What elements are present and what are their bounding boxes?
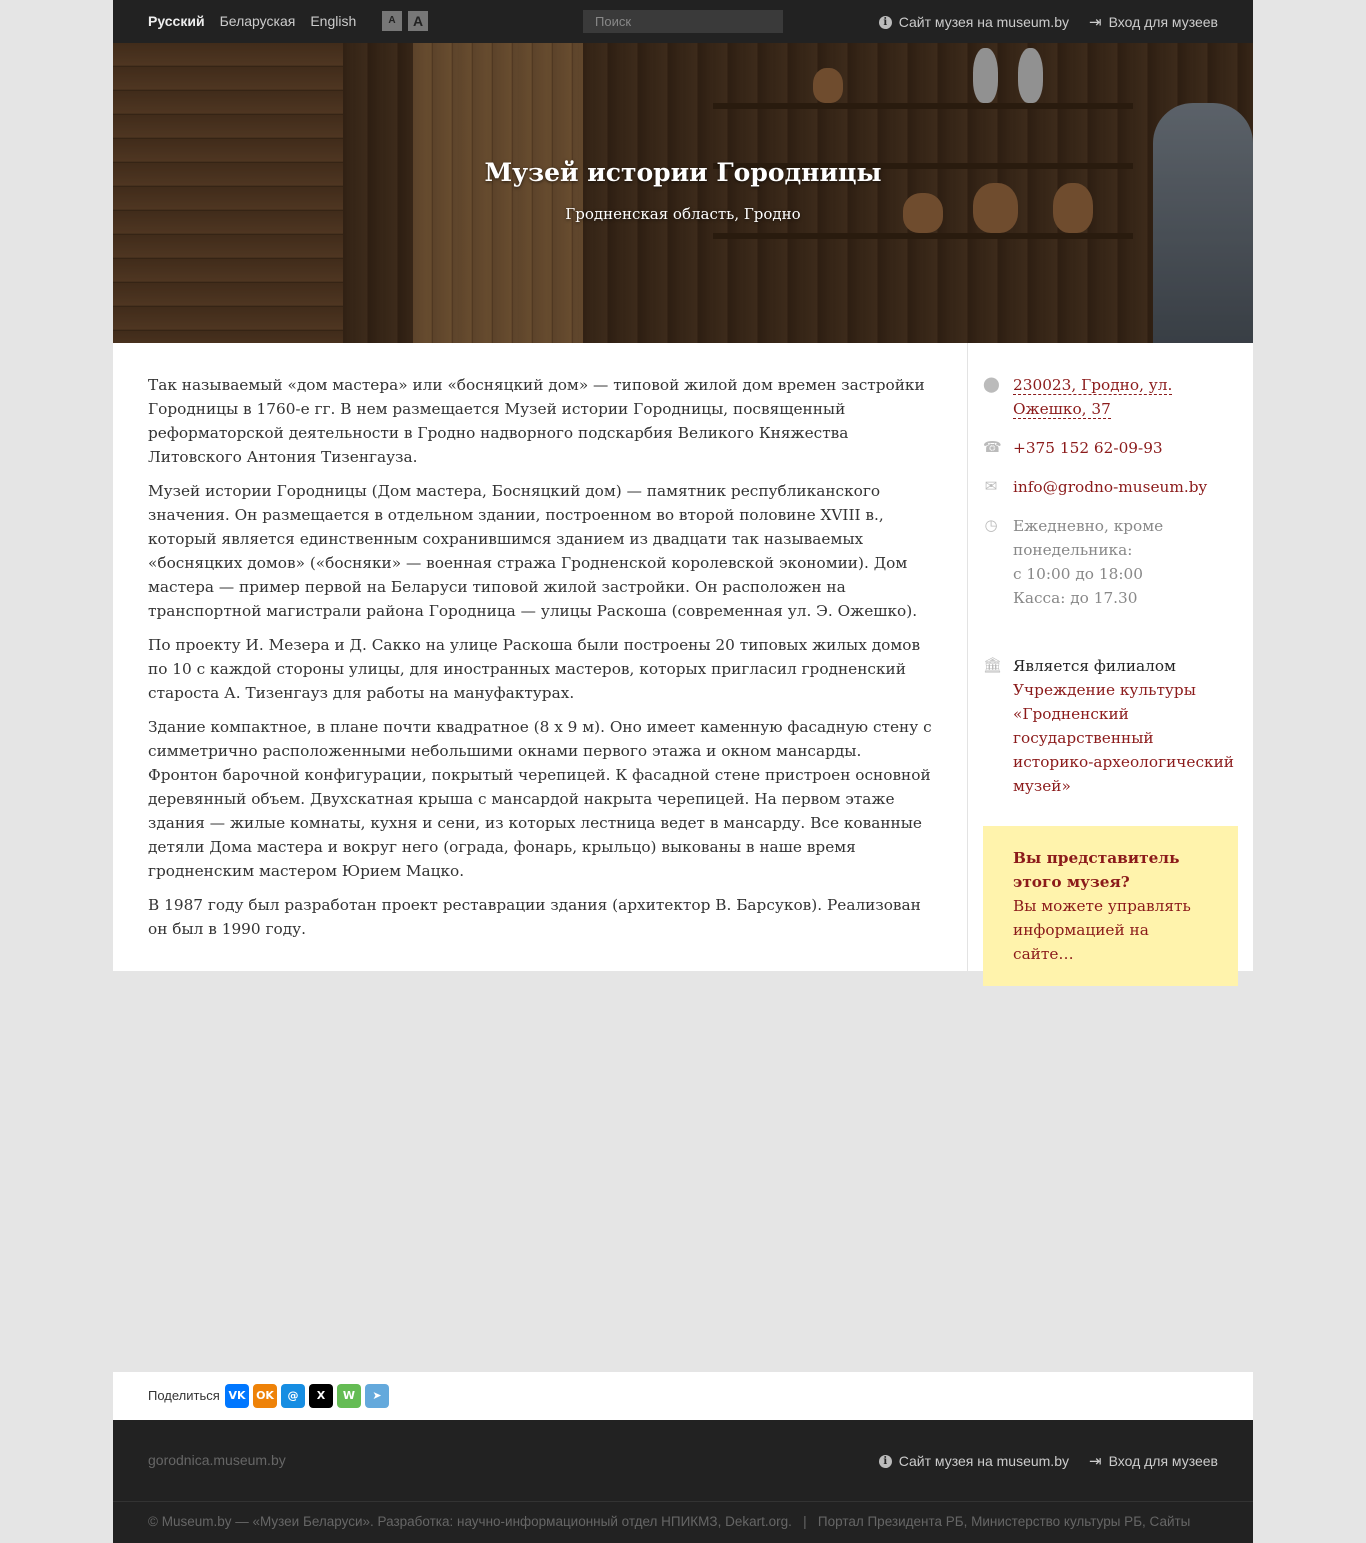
top-bar [113, 0, 1253, 43]
representative-callout[interactable] [983, 826, 1238, 986]
hours-time: с 10:00 до 18:00 [1013, 565, 1143, 583]
description-paragraph: Здание компактное, в плане почти квадратное (8 х 9 м). Оно имеет каменную фасадную стену с симметрично расположенными небольшими окнами первого этажа и окном мансарды. Фронтон барочной конфигурации, покрытый черепицей. К фасадной стене пристроен основной деревянный объем. Двухскатная крыша с мансардой накрыта черепицей. На первом этаже здания — жилые комнаты, кухня и сени, из которых лестница ведет в мансарду. Все кованные детяли Дома мастера и вокруг него (ограда, фонарь, крыльцо) выкованы в наше время гродненским мастером Юрием Мацко. [148, 718, 932, 880]
footer-login-link[interactable] [1089, 1452, 1218, 1470]
description-paragraph: Музей истории Городницы (Дом мастера, Босняцкий дом) — памятник республиканского значения. Он размещается в отдельном здании, построенном во второй половине XVIII в., который является единственным сохранившимся зданием из двадцати так называемых «босняцких домов» («босняки» — военная стража Гродненской королевской экономии). Дом мастера — пример первой на Беларуси типовой жилой застройки. Он расположен на транспортной магистрали района Городница — улицы Раскоша (современная ул. Э. Ожешко). [148, 482, 918, 620]
contact-sidebar [983, 373, 1238, 986]
address-link[interactable]: 230023, Гродно, ул. Ожешко, 37 [1013, 376, 1173, 418]
clock-icon: ◷ [984, 516, 998, 534]
institution-icon: 🏛 [983, 656, 1003, 674]
lang-russian[interactable]: Русский [148, 13, 205, 29]
email-link[interactable]: info@grodno-museum.by [1013, 478, 1208, 496]
login-label: Вход для музеев [1108, 14, 1218, 30]
share-whatsapp-button[interactable]: W [337, 1384, 361, 1408]
partner-links[interactable]: Портал Президента РБ, Министерство культуры РБ, Сайты [817, 1514, 1191, 1529]
footer-divider [113, 1501, 1253, 1502]
share-label: Поделиться [148, 1388, 220, 1403]
museum-site-link[interactable] [879, 13, 1069, 31]
login-icon: ⇥ [1088, 1452, 1102, 1470]
info-icon: i [879, 1455, 892, 1468]
column-divider [967, 343, 968, 971]
footer [113, 1420, 1253, 1543]
share-bar [113, 1372, 1253, 1420]
museum-site-label: Сайт музея на museum.by [898, 14, 1069, 30]
top-links [879, 13, 1218, 31]
description-paragraph: По проекту И. Мезера и Д. Сакко на улице Раскоша были построены 20 типовых жилых домов по 10 с каждой стороны улицы, для иностранных мастеров, которых пригласил гродненский староста А. Тизенгауз для работы на мануфактурах. [148, 636, 921, 702]
hours-days: Ежедневно, кроме понедельника: [1013, 517, 1164, 559]
lang-belarusian[interactable]: Беларуская [219, 13, 296, 29]
footer-museum-site-link[interactable] [879, 1452, 1069, 1470]
description-paragraph: Так называемый «дом мастера» или «босняцкий дом» — типовой жилой дом времен застройки Городницы в 1760-е гг. В нем размещается Музей истории Городницы, посвященный реформаторской деятельности в Гродно надворного подскарбия Великого Княжества Литовского Антония Тизенгауза. [148, 376, 925, 466]
footer-copyright-line [148, 1514, 1190, 1529]
phone-row [983, 436, 1238, 460]
share-buttons [225, 1384, 389, 1408]
parent-museum-link[interactable]: Учреждение культуры «Гродненский государственный историко-археологический музей» [1013, 681, 1234, 795]
login-link[interactable] [1089, 13, 1218, 31]
footer-links [879, 1452, 1218, 1470]
map-pin-icon: ⬤ [983, 375, 1000, 393]
font-increase-button[interactable]: A [408, 11, 428, 31]
branch-row [983, 654, 1238, 798]
login-icon: ⇥ [1088, 13, 1102, 31]
lang-english[interactable]: English [310, 13, 357, 29]
font-decrease-button[interactable]: A [382, 11, 402, 31]
representative-title: Вы представитель этого музея? [1013, 849, 1180, 891]
footer-museum-site-label: Сайт музея на museum.by [898, 1453, 1069, 1469]
page-subtitle: Гродненская область, Гродно [565, 205, 801, 223]
share-vk-button[interactable]: VK [225, 1384, 249, 1408]
hours-row [983, 514, 1238, 610]
copyright-text[interactable]: © Museum.by — «Музеи Беларуси». Разработка: научно-информационный отдел НПИКМЗ, Dekart.org. [148, 1514, 792, 1529]
address-row [983, 373, 1238, 421]
branch-label: Является филиалом [1013, 657, 1176, 675]
share-telegram-button[interactable]: ➤ [365, 1384, 389, 1408]
email-row [983, 475, 1238, 499]
representative-text: Вы можете управлять информацией на сайте… [1013, 897, 1191, 963]
hours-cashier: Касса: до 17.30 [1013, 589, 1138, 607]
phone-icon: ☎ [983, 438, 1002, 456]
footer-site-domain: gorodnica.museum.by [148, 1452, 286, 1468]
phone-link[interactable]: +375 152 62-09-93 [1013, 439, 1163, 457]
page-title: Музей истории Городницы [484, 158, 882, 187]
share-x-button[interactable]: X [309, 1384, 333, 1408]
description-paragraph: В 1987 году был разработан проект реставрации здания (архитектор В. Барсуков). Реализован он был в 1990 году. [148, 896, 921, 938]
museum-description [148, 373, 933, 951]
footer-login-label: Вход для музеев [1108, 1453, 1218, 1469]
content-panel [113, 343, 1253, 971]
hero-overlay [113, 43, 1253, 343]
share-odnoklassniki-button[interactable]: OK [253, 1384, 277, 1408]
search-input[interactable] [583, 10, 783, 33]
envelope-icon: ✉ [984, 477, 998, 495]
copyright-separator: | [803, 1514, 807, 1529]
language-switcher [148, 13, 356, 29]
hero-banner [113, 43, 1253, 343]
share-moimir-button[interactable]: @ [281, 1384, 305, 1408]
info-icon: i [879, 16, 892, 29]
